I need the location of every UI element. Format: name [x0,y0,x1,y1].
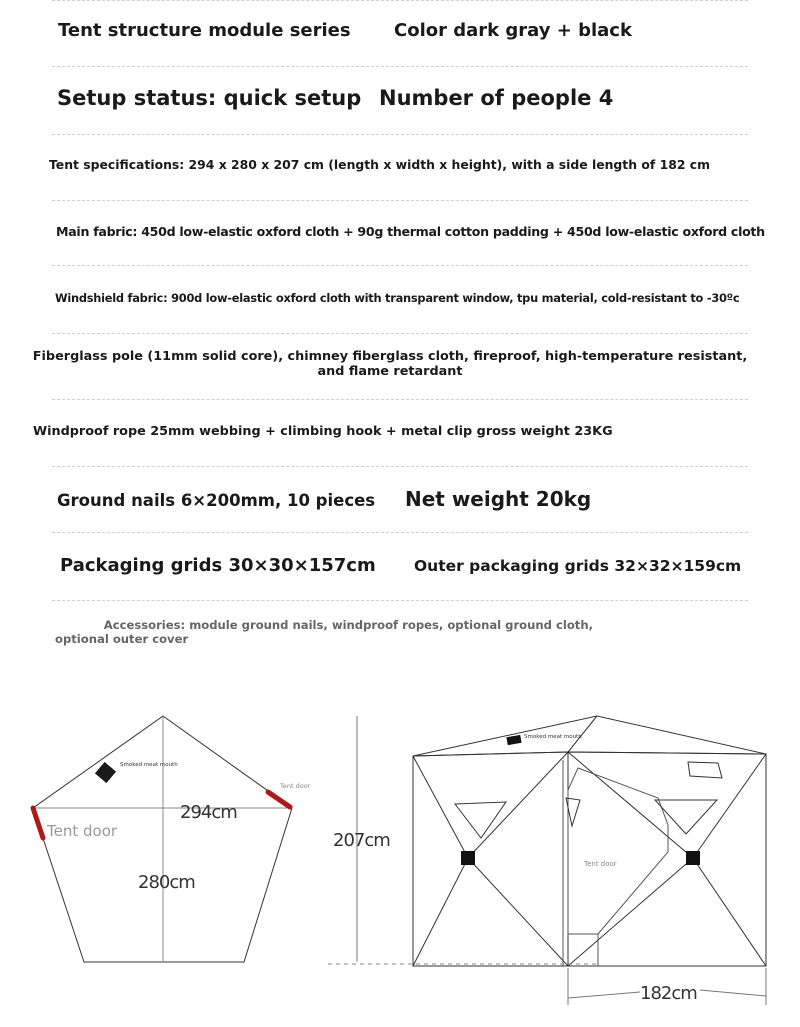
door-marker-left [33,808,43,838]
spec-accessories: Accessories: module ground nails, windproof ropes, optional ground cloth, optional outer cover [55,618,593,646]
spec-windshield-fabric: Windshield fabric: 900d low-elastic oxford cloth with transparent window, tpu material, cold-resistant to -30ºc [55,291,740,305]
spec-dimensions: Tent specifications: 294 x 280 x 207 cm (length x width x height), with a side length of 182 cm [49,157,711,172]
chimney-label: Smoked meat mouth [120,762,178,768]
spec-color: Color dark gray + black [394,20,632,41]
door-marker-right [268,792,290,807]
side-length-label: 182cm [640,983,697,1004]
spec-setup: Setup status: quick setup [57,86,362,110]
spec-main-fabric: Main fabric: 450d low-elastic oxford cloth + 90g thermal cotton padding + 450d low-elastic oxford cloth [56,224,765,239]
length-label: 294cm [180,802,237,823]
spec-net-weight: Net weight 20kg [405,487,592,511]
spec-ground-nails: Ground nails 6×200mm, 10 pieces [57,491,376,510]
spec-rope: Windproof rope 25mm webbing + climbing hook + metal clip gross weight 23KG [33,424,613,439]
spec-people: Number of people 4 [379,86,614,110]
spec-pole: Fiberglass pole (11mm solid core), chimney fiberglass cloth, fireproof, high-temperature resistant, and flame retardant [32,349,748,379]
door-label-left: Tent door [47,822,118,840]
roof-vent [688,762,722,778]
spec-structure: Tent structure module series [58,20,351,41]
left-panel [413,752,568,966]
chimney-icon [506,735,521,745]
door-outline [568,768,668,934]
height-label: 207cm [333,830,390,851]
chimney-icon [95,762,116,783]
window-left [455,802,506,838]
roof [413,716,766,756]
window-right [655,800,717,834]
pole-joint-left [461,851,475,865]
tent-side-view [413,716,766,966]
side-length-dimension-line [568,992,640,998]
chimney-label: Smoked meat mouth [524,734,582,740]
spec-outer-packaging: Outer packaging grids 32×32×159cm [414,557,742,575]
spec-packaging: Packaging grids 30×30×157cm [60,555,376,576]
width-label: 280cm [138,872,195,893]
door-label-right: Tent door [280,782,311,790]
door-label: Tent door [584,860,617,868]
pole-joint-right [686,851,700,865]
